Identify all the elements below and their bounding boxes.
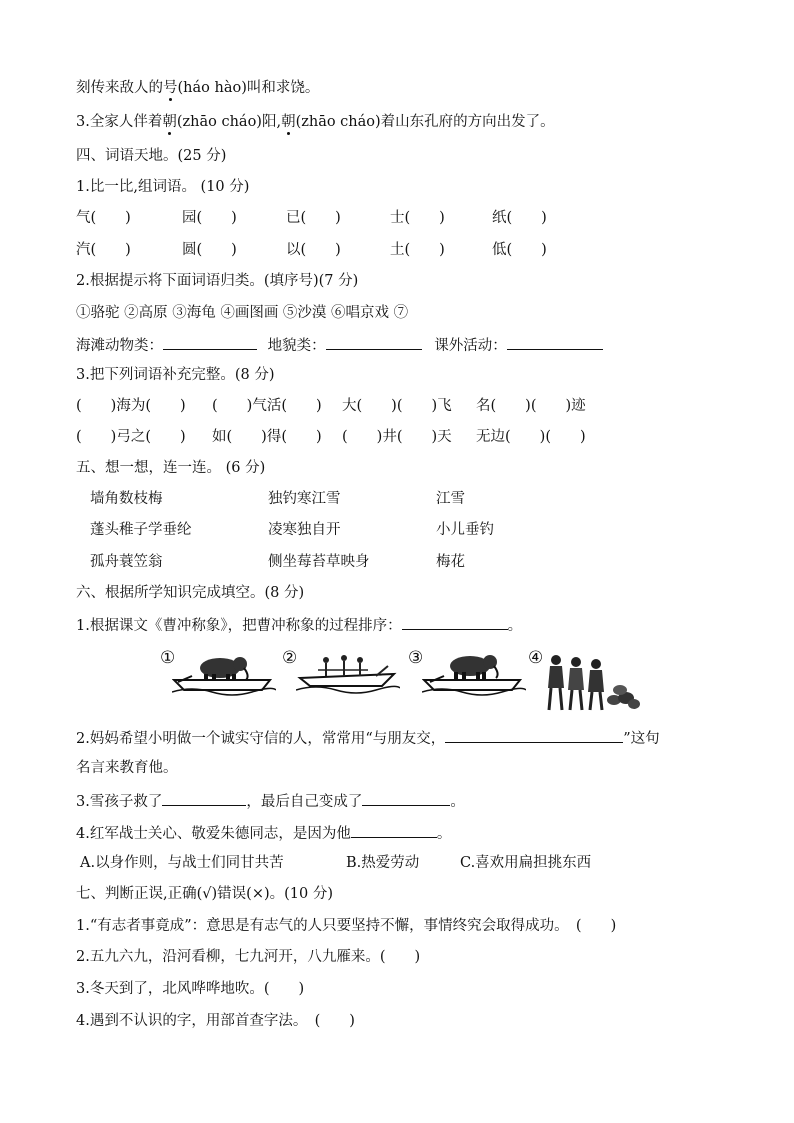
category-row xyxy=(76,334,603,356)
answer-blank[interactable] xyxy=(162,790,246,806)
category-label: 课外活动： xyxy=(434,338,507,354)
dotted-char: 号 xyxy=(163,80,178,96)
word-pair-cell[interactable]: 圆( ) xyxy=(182,242,237,258)
section-6-q2-cont: 名言来教育他。 xyxy=(76,760,178,776)
match-item-col1[interactable]: 墙角数枝梅 xyxy=(90,491,163,507)
match-item-col3[interactable]: 梅花 xyxy=(436,554,465,570)
word-pair-cell[interactable]: 以( ) xyxy=(286,242,341,258)
text: 。 xyxy=(507,618,523,634)
text: 1.根据课文《曹冲称象》，把曹冲称象的过程排序： xyxy=(76,618,402,634)
match-item-col1[interactable]: 蓬头稚子学垂纶 xyxy=(90,522,192,538)
men-boat-picture xyxy=(296,646,400,696)
sentence-2-ending xyxy=(76,78,319,98)
section-6-title: 六、根据所学知识完成填空。(8 分) xyxy=(76,585,305,601)
idiom-cell[interactable]: ( )弓之( ) xyxy=(76,429,186,445)
section-6-q3 xyxy=(76,790,465,812)
idiom-cell[interactable]: ( )井( )天 xyxy=(342,429,452,445)
section-4-q1: 1.比一比,组词语。 (10 分) xyxy=(76,179,250,195)
sentence-3 xyxy=(76,112,555,132)
text: 2.妈妈希望小明做一个诚实守信的人，常常用“与朋友交， xyxy=(76,731,446,747)
word-pair-cell[interactable]: 气( ) xyxy=(76,210,131,226)
text: 4.红军战士关心、敬爱朱德同志，是因为他 xyxy=(76,826,351,842)
answer-blank[interactable] xyxy=(402,614,508,630)
text: 刻传来敌人的 xyxy=(76,80,163,96)
dotted-char: 朝 xyxy=(281,114,296,130)
idiom-cell[interactable]: ( )气活( ) xyxy=(212,398,322,414)
text: 3.雪孩子救了 xyxy=(76,794,163,810)
word-pair-cell[interactable]: 汽( ) xyxy=(76,242,131,258)
answer-blank[interactable] xyxy=(163,334,257,350)
word-pair-cell[interactable]: 士( ) xyxy=(390,210,445,226)
section-4-q2: 2.根据提示将下面词语归类。(填序号)(7 分) xyxy=(76,273,359,289)
word-pair-cell[interactable]: 低( ) xyxy=(492,242,547,258)
match-item-col3[interactable]: 江雪 xyxy=(436,491,465,507)
match-item-col2[interactable]: 凌寒独自开 xyxy=(268,522,341,538)
option-b[interactable]: B.热爱劳动 xyxy=(346,855,420,871)
category-label: 地貌类： xyxy=(267,338,326,354)
answer-blank[interactable] xyxy=(362,790,450,806)
section-6-q2 xyxy=(76,727,660,749)
word-pair-cell[interactable]: 土( ) xyxy=(390,242,445,258)
answer-blank[interactable] xyxy=(507,334,603,350)
section-7-title: 七、判断正误,正确(√)错误(×)。(10 分) xyxy=(76,886,333,902)
section-6-q4 xyxy=(76,822,451,844)
category-label: 海滩动物类： xyxy=(76,338,163,354)
picture-number: ② xyxy=(282,648,298,668)
text: ，最后自己变成了 xyxy=(246,794,363,810)
section-6-q1 xyxy=(76,614,522,636)
judgement-item[interactable]: 4.遇到不认识的字，用部首查字法。 ( ) xyxy=(76,1013,355,1029)
answer-blank[interactable] xyxy=(351,822,437,838)
idiom-cell[interactable]: 大( )( )飞 xyxy=(342,398,452,414)
picture-number: ③ xyxy=(408,648,424,668)
match-item-col3[interactable]: 小儿垂钓 xyxy=(436,522,494,538)
option-a[interactable]: A.以身作则，与战士们同甘共苦 xyxy=(80,855,284,871)
elephant-boat-picture xyxy=(422,646,526,696)
text: 3.全家人伴着 xyxy=(76,114,163,130)
judgement-item[interactable]: 2.五九六九，沿河看柳，七九河开，八九雁来。( ) xyxy=(76,949,421,965)
idiom-cell[interactable]: 无边( )( ) xyxy=(476,429,586,445)
word-pair-cell[interactable]: 已( ) xyxy=(286,210,341,226)
picture-number: ④ xyxy=(528,648,544,668)
word-pair-cell[interactable]: 纸( ) xyxy=(492,210,547,226)
text: (zhāo cháo)阳, xyxy=(176,114,282,130)
answer-blank[interactable] xyxy=(445,727,623,743)
elephant-boat-picture xyxy=(172,646,276,696)
section-4-title: 四、词语天地。(25 分) xyxy=(76,148,227,164)
men-stones-picture xyxy=(542,652,642,714)
text: 。 xyxy=(450,794,465,810)
section-4-q3: 3.把下列词语补充完整。(8 分) xyxy=(76,367,275,383)
picture-number: ① xyxy=(160,648,176,668)
word-items: ①骆驼 ②高原 ③海龟 ④画图画 ⑤沙漠 ⑥唱京戏 ⑦ xyxy=(76,305,409,321)
text: (zhāo cháo)着山东孔府的方向出发了。 xyxy=(295,114,555,130)
judgement-item[interactable]: 3.冬天到了，北风哗哗地吹。( ) xyxy=(76,981,305,997)
match-item-col2[interactable]: 侧坐莓苔草映身 xyxy=(268,554,370,570)
match-item-col1[interactable]: 孤舟蓑笠翁 xyxy=(90,554,163,570)
dotted-char: 朝 xyxy=(162,114,177,130)
section-5-title: 五、想一想，连一连。 (6 分) xyxy=(76,460,266,476)
idiom-cell[interactable]: 名( )( )迹 xyxy=(476,398,586,414)
idiom-cell[interactable]: ( )海为( ) xyxy=(76,398,186,414)
option-c[interactable]: C.喜欢用扁担挑东西 xyxy=(460,855,592,871)
text: (háo hào)叫和求饶。 xyxy=(177,80,320,96)
idiom-cell[interactable]: 如( )得( ) xyxy=(212,429,322,445)
word-pair-cell[interactable]: 园( ) xyxy=(182,210,237,226)
text: 。 xyxy=(436,826,452,842)
answer-blank[interactable] xyxy=(326,334,422,350)
judgement-item[interactable]: 1.“有志者事竟成”：意思是有志气的人只要坚持不懈，事情终究会取得成功。 ( ) xyxy=(76,918,617,934)
match-item-col2[interactable]: 独钓寒江雪 xyxy=(268,491,341,507)
text: ”这句 xyxy=(623,731,660,747)
